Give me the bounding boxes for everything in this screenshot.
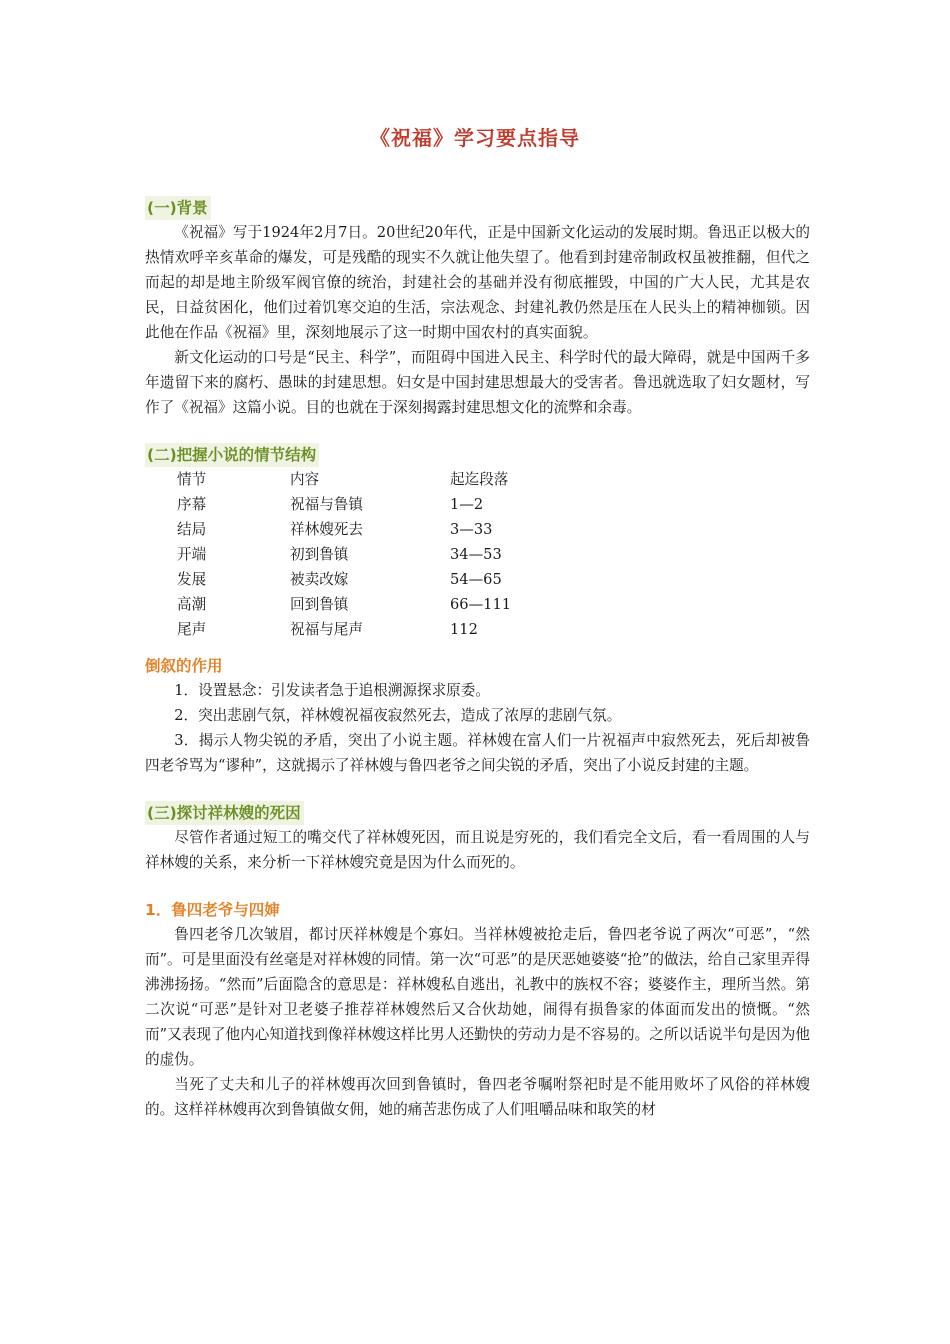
paragraph: 《祝福》写于1924年2月7日。20世纪20年代，正是中国新文化运动的发展时期。鲁迅正以极大的热情欢呼辛亥革命的爆发，可是残酷的现实不久就让他失望了。他看到封建帝制政权虽被推翻，但代之而起的却是地主阶级军阀官僚的统治，封建社会的基础并没有彻底摧毁，中国的广大人民，尤其是农民，日益贫困化，他们过着饥寒交迫的生活，宗法观念、封建礼教仍然是压在人民头上的精神枷锁。因此他在作品《祝福》里，深刻地展示了这一时期中国农村的真实面貌。: [145, 224, 810, 341]
table-cell: 祝福与尾声: [290, 621, 363, 638]
list-item: 1．设置悬念：引发读者急于追根溯源探求原委。: [174, 682, 490, 699]
section-background: [145, 196, 810, 420]
table-row: [177, 542, 570, 567]
table-row: [177, 517, 570, 542]
table-cell: 结局: [177, 521, 207, 538]
column-header: 内容: [290, 471, 320, 488]
plot-table: [177, 467, 570, 642]
table-row: [177, 492, 570, 517]
section-death-cause: [145, 801, 810, 875]
table-cell: 54—65: [450, 571, 502, 588]
section-flashback: [145, 654, 810, 778]
paragraph: 鲁四老爷几次皱眉，都讨厌祥林嫂是个寡妇。当祥林嫂被抢走后，鲁四老爷说了两次“可恶”，“然而”。可是里面没有丝毫是对祥林嫂的同情。第一次“可恶”的是厌恶她婆婆“抢”的做法，给自己家里弄得沸沸扬扬。“然而”后面隐含的意思是：祥林嫂私自逃出，礼教中的族权不容；婆婆作主，理所当然。第二次说“可恶”是针对卫老婆子推荐祥林嫂然后又合伙劫她，闹得有损鲁家的体面而发出的愤慨。“然而”又表现了他内心知道找到像祥林嫂这样比男人还勤快的劳动力是不容易的。之所以话说半句是因为他的虚伪。: [145, 926, 810, 1068]
column-header: 起迄段落: [450, 471, 509, 488]
table-row: [177, 617, 570, 642]
table-cell: 发展: [177, 571, 207, 588]
page-title: 《祝福》学习要点指导: [370, 126, 580, 150]
list-item: 2．突出悲剧气氛，祥林嫂祝福夜寂然死去，造成了浓厚的悲剧气氛。: [174, 707, 622, 724]
table-header-row: [177, 467, 570, 492]
table-cell: 开端: [177, 546, 207, 563]
list-item: 3．揭示人物尖锐的矛盾，突出了小说主题。祥林嫂在富人们一片祝福声中寂然死去，死后却被鲁四老爷骂为“谬种”，这就揭示了祥林嫂与鲁四老爷之间尖锐的矛盾，突出了小说反封建的主题。: [145, 732, 810, 774]
paragraph: 新文化运动的口号是“民主、科学”，而阻碍中国进入民主、科学时代的最大障碍，就是中国两千多年遗留下来的腐朽、愚昧的封建思想。妇女是中国封建思想最大的受害者。鲁迅就选取了妇女题材，写作了《祝福》这篇小说。目的也就在于深刻揭露封建思想文化的流弊和余毒。: [145, 349, 810, 416]
paragraph: 尽管作者通过短工的嘴交代了祥林嫂死因，而且说是穷死的，我们看完全文后，看一看周围的人与祥林嫂的关系，来分析一下祥林嫂究竟是因为什么而死的。: [145, 829, 810, 871]
table-row: [177, 592, 570, 617]
table-cell: 尾声: [177, 621, 207, 638]
table-row: [177, 567, 570, 592]
table-cell: 34—53: [450, 546, 502, 563]
table-cell: 被卖改嫁: [290, 571, 349, 588]
section-heading: (三)探讨祥林嫂的死因: [145, 801, 304, 825]
table-cell: 祝福与鲁镇: [290, 496, 363, 513]
section-plot-structure: [145, 443, 810, 642]
table-cell: 高潮: [177, 596, 207, 613]
table-cell: 序幕: [177, 496, 207, 513]
table-cell: 祥林嫂死去: [290, 521, 363, 538]
document-body: [145, 196, 810, 1122]
column-header: 情节: [177, 471, 207, 488]
section-heading: (一)背景: [145, 196, 211, 220]
table-cell: 3—33: [450, 521, 493, 538]
section-heading: 1．鲁四老爷与四婶: [145, 901, 280, 919]
section-lu-siye: [145, 898, 810, 1122]
table-cell: 1—2: [450, 496, 484, 513]
section-heading: 倒叙的作用: [145, 657, 223, 675]
table-cell: 112: [450, 621, 478, 638]
table-cell: 初到鲁镇: [290, 546, 349, 563]
table-cell: 回到鲁镇: [290, 596, 349, 613]
table-cell: 66—111: [450, 596, 512, 613]
section-heading: (二)把握小说的情节结构: [145, 443, 319, 467]
paragraph: 当死了丈夫和儿子的祥林嫂再次回到鲁镇时，鲁四老爷嘱咐祭祀时是不能用败坏了风俗的祥林嫂的。这样祥林嫂再次到鲁镇做女佣，她的痛苦悲伤成了人们咀嚼品味和取笑的材: [145, 1076, 810, 1118]
